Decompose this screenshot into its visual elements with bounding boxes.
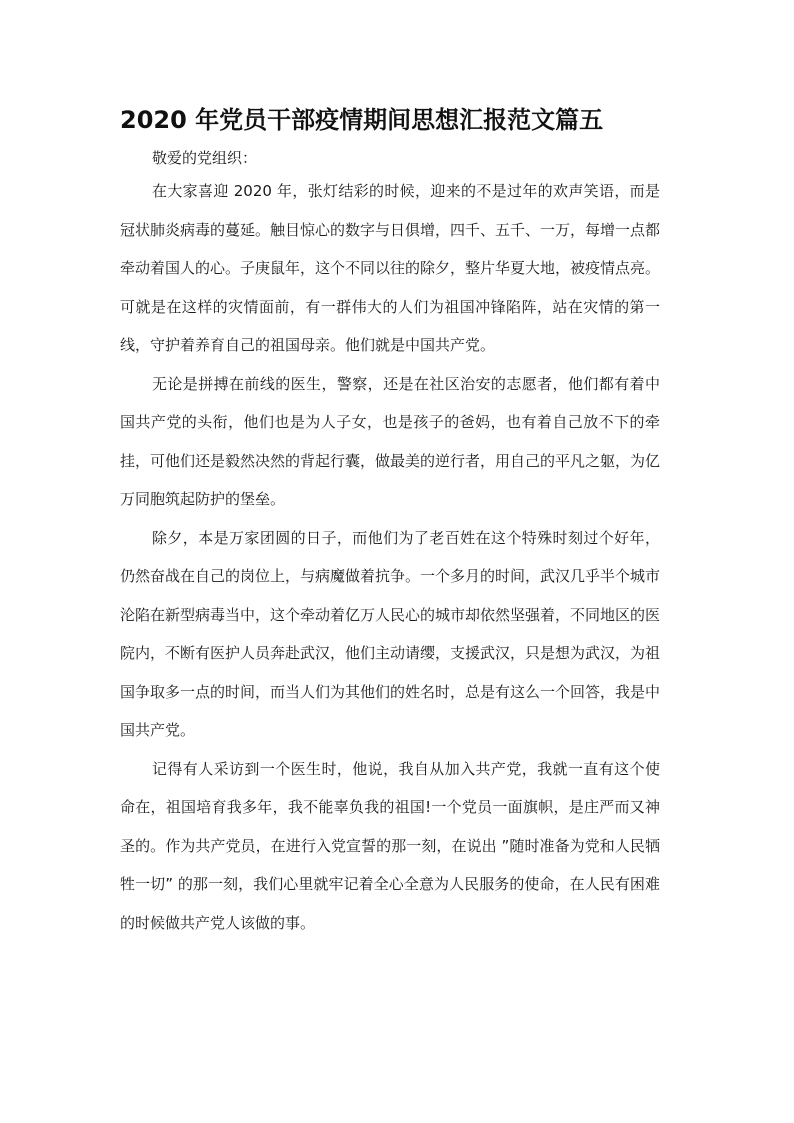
paragraph-3: 除夕，本是万家团圆的日子，而他们为了老百姓在这个特殊时刻过个好年，仍然奋战在自己的岗位上，与病魔做着抗争。一个多月的时间，武汉几乎半个城市沦陷在新型病毒当中，这个牵动着亿万人民心的城市却依然坚强着，不同地区的医院内，不断有医护人员奔赴武汉，他们主动请缨，支援武汉，只是想为武汉，为祖国争取多一点的时间，而当人们为其他们的姓名时，总是有这么一个回答，我是中国共产党。 [120, 528, 661, 739]
salutation: 敬爱的党组织： [152, 149, 258, 167]
document-title: 2020 年党员干部疫情期间思想汇报范文篇五 [120, 106, 604, 134]
document-page [120, 100, 660, 942]
paragraph-1: 在大家喜迎 2020 年，张灯结彩的时候，迎来的不是过年的欢声笑语，而是冠状肺炎病毒的蔓延。触目惊心的数字与日俱增，四千、五千、一万，每增一点都牵动着国人的心。子庚鼠年，这个不同以往的除夕，整片华夏大地，被疫情点亮。可就是在这样的灾情面前，有一群伟大的人们为祖国冲锋陷阵，站在灾情的第一线，守护着养育自己的祖国母亲。他们就是中国共产党。 [120, 182, 661, 354]
paragraph-2: 无论是拼搏在前线的医生，警察，还是在社区治安的志愿者，他们都有着中国共产党的头衔，他们也是为人子女，也是孩子的爸妈，也有着自己放不下的牵挂，可他们还是毅然决然的背起行囊，做最美的逆行者，用自己的平凡之躯，为亿万同胞筑起防护的堡垒。 [120, 374, 661, 508]
paragraph-4: 记得有人采访到一个医生时，他说，我自从加入共产党，我就一直有这个使命在，祖国培育我多年，我不能辜负我的祖国!一个党员一面旗帜，是庄严而又神圣的。作为共产党员，在进行入党宣誓的那一刻，在说出 ”随时准备为党和人民牺牲一切” 的那一刻，我们心里就牢记着全心全意为人民服务的使命，在人民有困难的时候做共产党人该做的事。 [120, 759, 660, 932]
